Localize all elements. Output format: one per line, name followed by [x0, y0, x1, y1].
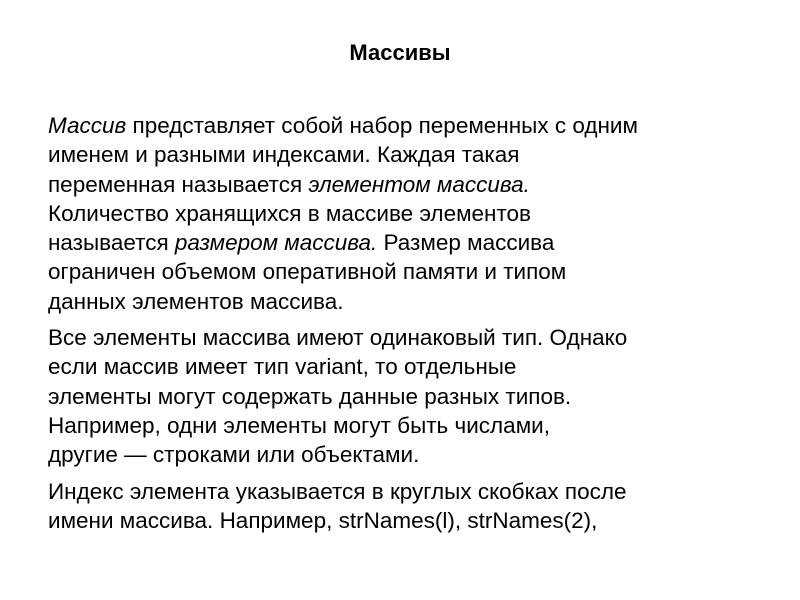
- slide-body: [48, 111, 768, 542]
- term-array-element: элементом массива.: [308, 171, 530, 197]
- text-line: другие — строками или объектами.: [48, 442, 420, 468]
- term-array: Массив: [48, 113, 127, 138]
- text-line: именем и разными индексами. Каждая такая: [48, 142, 520, 168]
- text-line: имени массива. Например, strNames(l), strNames(2),: [48, 507, 598, 533]
- paragraph-array-definition: [48, 111, 768, 316]
- paragraph-element-index: [48, 477, 768, 536]
- text-line: ограничен объемом оперативной памяти и типом: [48, 259, 567, 285]
- text-line: Все элементы массива имеют одинаковый тип. Однако: [48, 325, 628, 351]
- text-line: элементы могут содержать данные разных типов.: [48, 383, 572, 409]
- slide-title: Массивы: [349, 40, 451, 65]
- text-line: если массив имеет тип variant, то отдельные: [48, 354, 517, 380]
- text-line: Индекс элемента указывается в круглых скобках после: [48, 478, 627, 504]
- text-line: Например, одни элементы могут быть числами,: [48, 412, 550, 438]
- text-line: называется размером массива. Размер массива: [48, 230, 555, 256]
- text-line: Массив представляет собой набор переменных с одним: [48, 113, 638, 138]
- term-array-size: размером массива.: [174, 230, 378, 256]
- text-line: данных элементов массива.: [48, 288, 344, 314]
- paragraph-element-types: [48, 323, 768, 469]
- text-line: переменная называется элементом массива.: [48, 171, 530, 197]
- text-line: Количество хранящихся в массиве элементов: [48, 200, 532, 226]
